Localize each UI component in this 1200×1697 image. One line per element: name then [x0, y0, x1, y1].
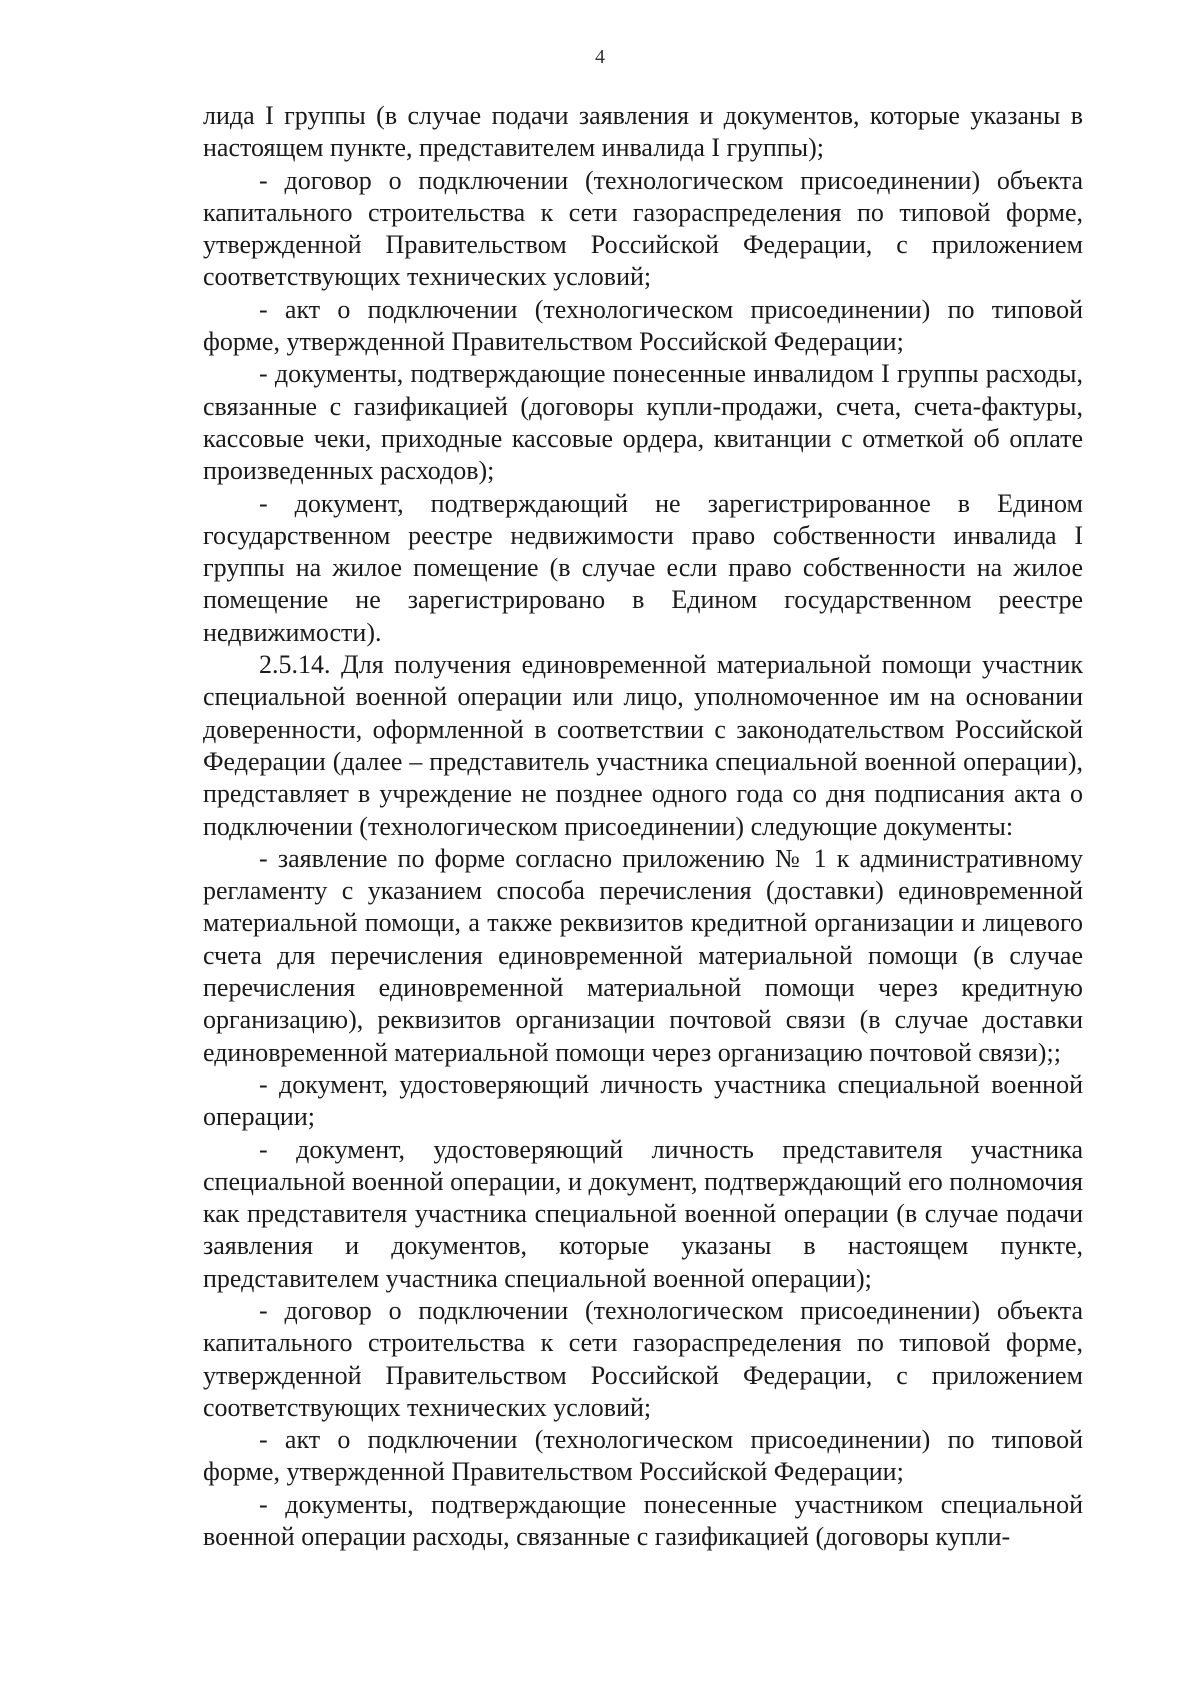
paragraph-connection-act-svo: - акт о подключении (технологическом присоединении) по типовой форме, утвержденной Правительством Российской Федерации; — [203, 1425, 1083, 1487]
paragraph-expense-documents-svo: - документы, подтверждающие понесенные участником специальной военной операции расходы, связанные с газификацией (договоры купли- — [203, 1489, 1083, 1552]
paragraph-section-2-5-14: 2.5.14. Для получения единовременной материальной помощи участник специальной военной операции или лицо, уполномоченное им на основании доверенности, оформленной в соответствии с законодательством Российской Федерации (далее – представитель участника специальной военной операции), представляет в учреждение не позднее одного года со дня подписания акта о подключении (технологическом присоединении) следующие документы: — [203, 650, 1083, 841]
document-body — [203, 100, 1083, 1553]
paragraph-identity-document: - документ, удостоверяющий личность участника специальной военной операции; — [203, 1069, 1083, 1132]
paragraph-representative-document: - документ, удостоверяющий личность представителя участника специальной военной операции, и документ, подтверждающий его полномочия как представителя участника специальной военной операции (в случае подачи заявления и документов, которые указаны в настоящем пункте, представителем участника специальной военной операции); — [203, 1134, 1083, 1293]
page-number: 4 — [595, 46, 605, 68]
paragraph-connection-contract-svo: - договор о подключении (технологическом присоединении) объекта капитального строительства к сети газораспределения по типовой форме, утвержденной Правительством Российской Федерации, с приложением соответствующих технических условий; — [203, 1295, 1083, 1422]
paragraph-connection-contract: - договор о подключении (технологическом присоединении) объекта капитального строительства к сети газораспределения по типовой форме, утвержденной Правительством Российской Федерации, с приложением соответствующих технических условий; — [203, 165, 1083, 292]
paragraph-ownership-document: - документ, подтверждающий не зарегистрированное в Едином государственном реестре недвижимости право собственности инвалида I группы на жилое помещение (в случае если право собственности на жилое помещение не зарегистрировано в Едином государственном реестре недвижимости). — [203, 488, 1083, 647]
paragraph-connection-act: - акт о подключении (технологическом присоединении) по типовой форме, утвержденной Правительством Российской Федерации; — [203, 294, 1083, 357]
paragraph-continuation: лида I группы (в случае подачи заявления и документов, которые указаны в настоящем пункте, представителем инвалида I группы); — [203, 101, 1083, 163]
paragraph-application-form: - заявление по форме согласно приложению № 1 к административному регламенту с указанием способа перечисления (доставки) единовременной материальной помощи, а также реквизитов кредитной организации и лицевого счета для перечисления единовременной материальной помощи (в случае перечисления единовременной материальной помощи через кредитную организацию), реквизитов организации почтовой связи (в случае доставки единовременной материальной помощи через организацию почтовой связи);; — [203, 843, 1083, 1067]
paragraph-expense-documents: - документы, подтверждающие понесенные инвалидом I группы расходы, связанные с газификацией (договоры купли-продажи, счета, счета-фактуры, кассовые чеки, приходные кассовые ордера, квитанции с отметкой об оплате произведенных расходов); — [203, 359, 1083, 486]
